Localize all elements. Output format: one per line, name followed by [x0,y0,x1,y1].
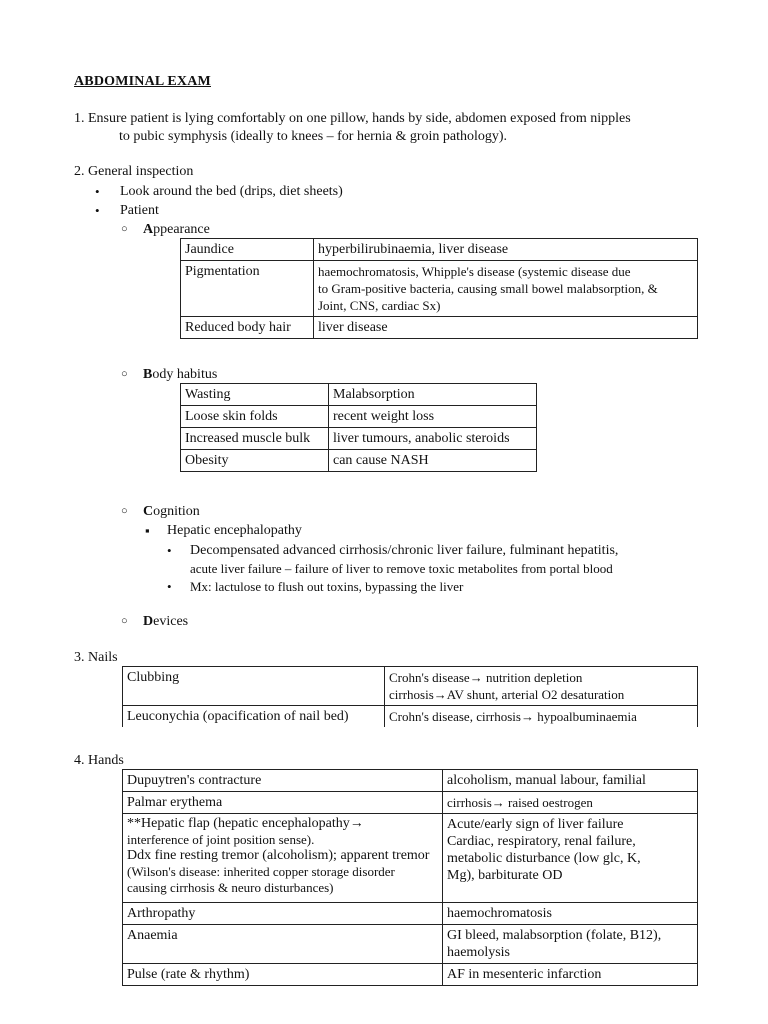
circle-bullet-icon: ○ [121,223,128,235]
hands-cause-cell: Acute/early sign of liver failure Cardiac, respiratory, renal failure, metabolic disturbance (low glc, K, Mg), barbiturate OD [443,814,698,903]
appearance-heading: Appearance [143,222,210,237]
nails-cause-cell: Crohn's disease→ nutrition depletion cirrhosis→AV shunt, arterial O2 desaturation [385,667,698,706]
habitus-sign-cell: Wasting [181,384,329,406]
page-title: ABDOMINAL EXAM [74,74,211,89]
nails-cause-cell: Crohn's disease, cirrhosis→ hypoalbuminaemia [385,706,698,728]
cognition-heading: Cognition [143,504,200,519]
table-row [181,428,537,450]
step1-line2: to pubic symphysis (ideally to knees – for hernia & groin pathology). [119,129,508,144]
step1-line1: 1. Ensure patient is lying comfortably on one pillow, hands by side, abdomen exposed from nipples [74,111,631,126]
cognition-point-2: Mx: lactulose to flush out toxins, bypassing the liver [190,579,464,594]
table-row [181,406,537,428]
appearance-table [180,238,698,339]
hands-heading: 4. Hands [74,753,124,768]
cognition-point-1-line1: Decompensated advanced cirrhosis/chronic liver failure, fulminant hepatitis, [190,543,619,558]
habitus-sign-cell: Increased muscle bulk [181,428,329,450]
nails-heading: 3. Nails [74,650,118,665]
habitus-cause-cell: can cause NASH [329,450,537,472]
body-habitus-table [180,383,537,472]
table-row [123,667,698,706]
bullet-icon: • [167,543,172,558]
nails-table [122,666,698,727]
habitus-cause-cell: recent weight loss [329,406,537,428]
table-row [123,770,698,792]
general-inspection-heading: 2. General inspection [74,164,194,179]
bullet-icon: • [95,203,100,218]
hands-sign-cell: Anaemia [123,925,443,964]
table-row [123,903,698,925]
hands-sign-cell: Palmar erythema [123,792,443,814]
devices-heading: Devices [143,614,189,629]
hands-cause-cell: AF in mesenteric infarction [443,964,698,986]
hands-sign-cell: **Hepatic flap (hepatic encephalopathy→ interference of joint position sense). Ddx fine resting tremor (alcoholism); apparent tremor (Wilson's disease: inherited copper storage disorder causing cirrhosis & neuro disturbances) [123,814,443,903]
table-row [181,239,698,261]
nails-sign-cell: Clubbing [123,667,385,706]
hands-table [122,769,698,986]
bullet-icon: • [167,579,172,594]
hands-cause-cell: GI bleed, malabsorption (folate, B12), haemolysis [443,925,698,964]
nails-sign-cell: Leuconychia (opacification of nail bed) [123,706,385,728]
table-row [181,384,537,406]
appearance-cause-cell: hyperbilirubinaemia, liver disease [314,239,698,261]
body-habitus-heading: Body habitus [143,367,218,382]
appearance-cause-cell: haemochromatosis, Whipple's disease (systemic disease due to Gram-positive bacteria, causing small bowel malabsorption, & Joint, CNS, cardiac Sx) [314,261,698,317]
circle-bullet-icon: ○ [121,368,128,380]
bullet-look-around-bed: Look around the bed (drips, diet sheets) [120,184,343,199]
habitus-sign-cell: Obesity [181,450,329,472]
table-row [123,964,698,986]
table-row [123,706,698,728]
table-row [123,814,698,903]
appearance-sign-cell: Pigmentation [181,261,314,317]
hands-sign-cell: Dupuytren's contracture [123,770,443,792]
hands-cause-cell: haemochromatosis [443,903,698,925]
bullet-patient: Patient [120,203,159,218]
circle-bullet-icon: ○ [121,505,128,517]
hepatic-encephalopathy: Hepatic encephalopathy [167,523,302,538]
table-row [123,925,698,964]
cognition-point-1-line2: acute liver failure – failure of liver to remove toxic metabolites from portal blood [190,561,613,576]
habitus-cause-cell: Malabsorption [329,384,537,406]
hands-sign-cell: Pulse (rate & rhythm) [123,964,443,986]
circle-bullet-icon: ○ [121,615,128,627]
table-row [123,792,698,814]
hands-sign-cell: Arthropathy [123,903,443,925]
appearance-cause-cell: liver disease [314,317,698,339]
table-row [181,450,537,472]
table-row [181,261,698,317]
appearance-sign-cell: Jaundice [181,239,314,261]
square-bullet-icon: ▪ [145,523,150,538]
habitus-cause-cell: liver tumours, anabolic steroids [329,428,537,450]
appearance-sign-cell: Reduced body hair [181,317,314,339]
hands-cause-cell: cirrhosis→ raised oestrogen [443,792,698,814]
habitus-sign-cell: Loose skin folds [181,406,329,428]
hands-cause-cell: alcoholism, manual labour, familial [443,770,698,792]
bullet-icon: • [95,184,100,199]
table-row [181,317,698,339]
